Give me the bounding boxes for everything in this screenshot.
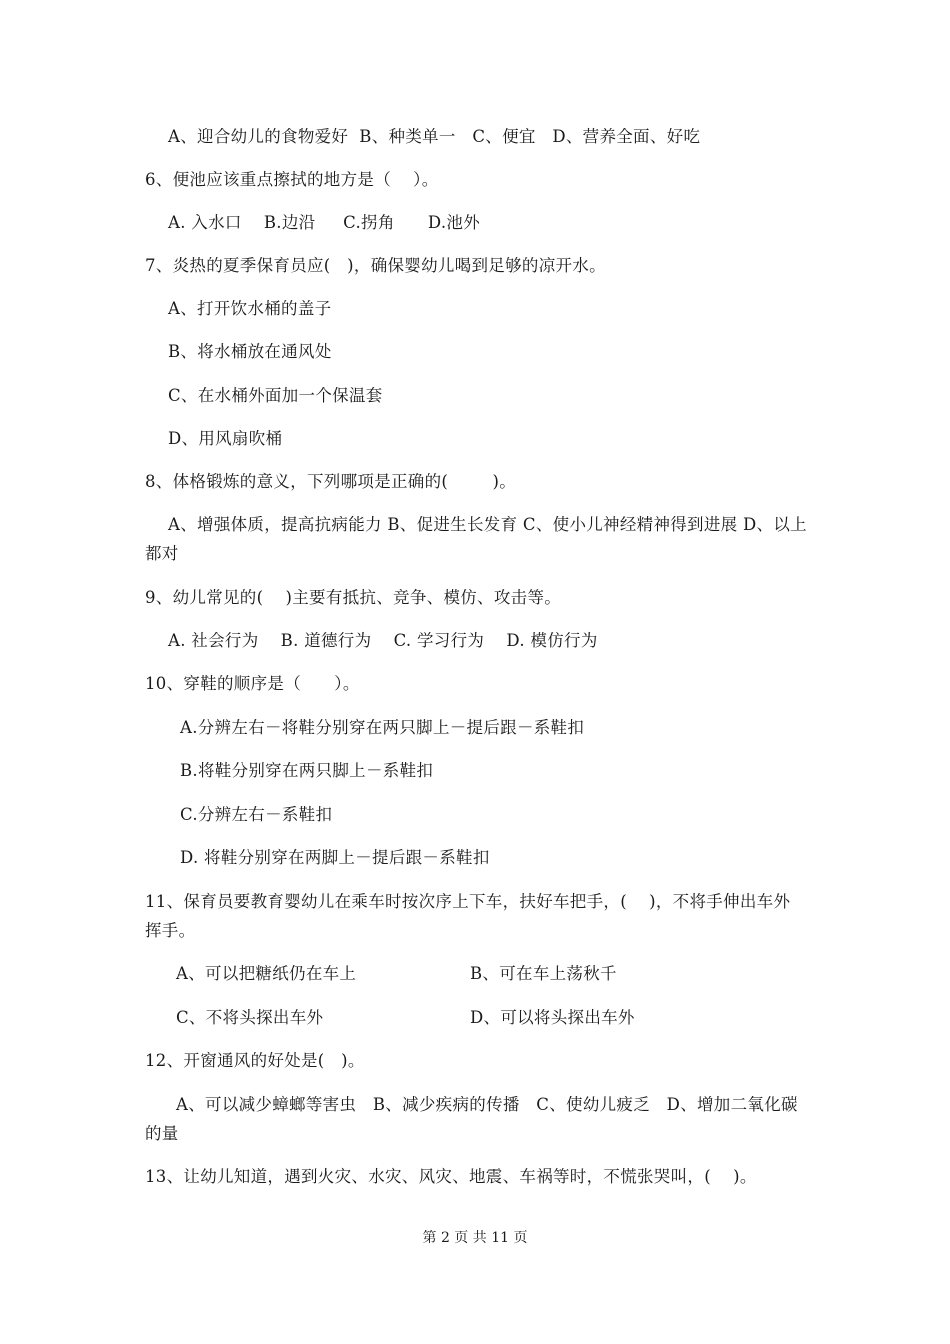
question-7: 7、炎热的夏季保育员应( )，确保婴幼儿喝到足够的凉开水。 [145,256,606,275]
q5-options: A、迎合幼儿的食物爱好 B、种类单一 C、便宜 D、营养全面、好吃 [168,127,701,146]
question-11-wrap: 挥手。 [145,921,196,940]
q7-option-a: A、打开饮水桶的盖子 [168,299,332,318]
question-6: 6、便池应该重点擦拭的地方是（ ）。 [145,170,439,189]
q7-option-c: C、在水桶外面加一个保温套 [168,386,383,405]
q8-options: A、增强体质，提高抗病能力 B、促进生长发育 C、使小儿神经精神得到进展 D、以上 [168,515,807,534]
q8-options-wrap: 都对 [145,544,179,563]
question-13: 13、让幼儿知道，遇到火灾、水灾、风灾、地震、车祸等时，不慌张哭叫，( )。 [145,1167,757,1186]
q10-option-c: C.分辨左右－系鞋扣 [180,805,333,824]
q7-option-b: B、将水桶放在通风处 [168,342,332,361]
q12-options: A、可以减少蟑螂等害虫 B、减少疾病的传播 C、使幼儿疲乏 D、增加二氧化碳 [176,1095,798,1114]
question-10: 10、穿鞋的顺序是（ ）。 [145,674,360,693]
question-12: 12、开窗通风的好处是( )。 [145,1051,365,1070]
q11-option-c: C、不将头探出车外 [176,1008,324,1027]
q11-option-b: B、可在车上荡秋千 [470,964,617,983]
q6-options: A. 入水口 B.边沿 C.拐角 D.池外 [168,213,481,232]
page-footer: 第 2 页 共 11 页 [422,1230,528,1246]
question-9: 9、幼儿常见的( )主要有抵抗、竞争、模仿、攻击等。 [145,588,562,607]
q10-option-b: B.将鞋分别穿在两只脚上－系鞋扣 [180,761,434,780]
q10-option-d: D. 将鞋分别穿在两脚上－提后跟－系鞋扣 [180,848,490,867]
question-11: 11、保育员要教育婴幼儿在乘车时按次序上下车，扶好车把手，( )，不将手伸出车外 [145,892,791,911]
q7-option-d: D、用风扇吹桶 [168,429,283,448]
q9-options: A. 社会行为 B. 道德行为 C. 学习行为 D. 模仿行为 [168,631,598,650]
q10-option-a: A.分辨左右－将鞋分别穿在两只脚上－提后跟－系鞋扣 [180,718,585,737]
q11-option-d: D、可以将头探出车外 [470,1008,635,1027]
q12-options-wrap: 的量 [145,1124,179,1143]
q11-option-a: A、可以把糖纸仍在车上 [176,964,357,983]
question-8: 8、体格锻炼的意义，下列哪项是正确的( )。 [145,472,517,491]
